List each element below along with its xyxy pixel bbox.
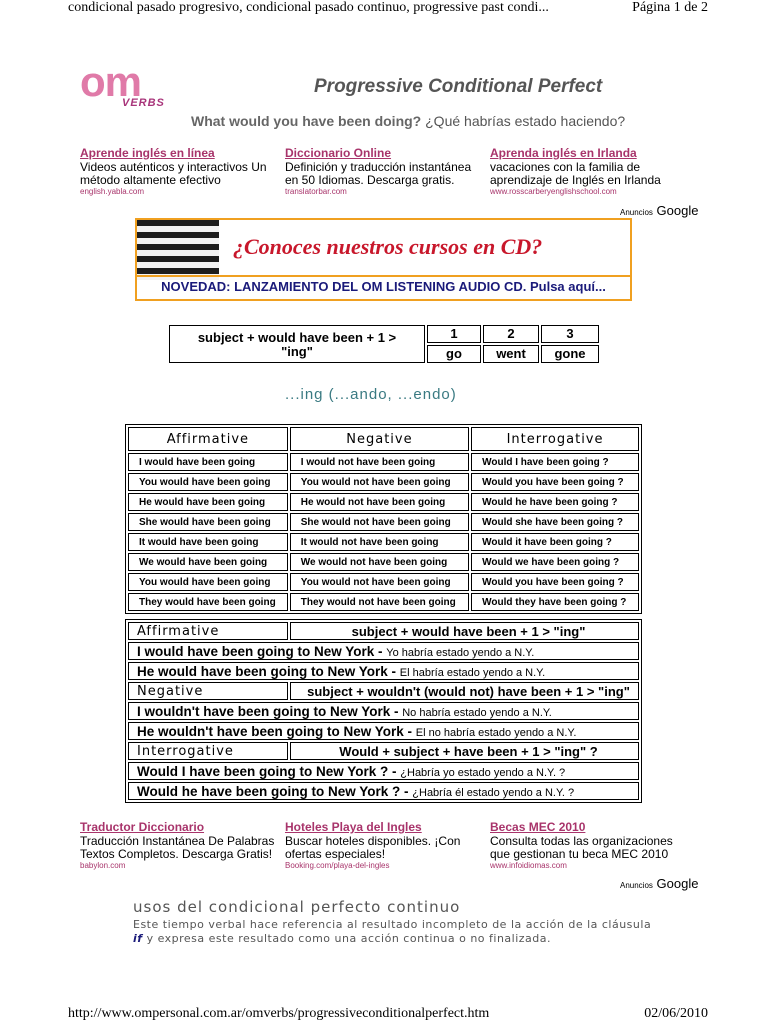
ad-text: Traducción Instantánea De Palabras Textos Completos. Descarga Gratis! (80, 834, 275, 861)
examples-section-header (128, 742, 639, 760)
ad-url[interactable]: babylon.com (80, 861, 126, 870)
usos-text-before: Este tiempo verbal hace referencia al resultado incompleto de la acción de la cláusula (133, 918, 652, 931)
example-sentence: He wouldn't have been going to New York - El no habría estado yendo a N.Y. (128, 722, 639, 740)
interrogative-cell: Would you have been going ? (471, 473, 639, 491)
section-label-interrogative: Interrogative (128, 742, 288, 760)
print-header-title: condicional pasado progresivo, condicional pasado continuo, progressive past condi... (68, 0, 549, 15)
formula-table (169, 325, 599, 363)
subtitle-spanish: ¿Qué habrías estado haciendo? (425, 113, 626, 129)
ad-url[interactable]: www.rosscarberyenglishschool.com (490, 187, 617, 196)
print-footer (68, 1006, 708, 1022)
table-row (128, 553, 639, 571)
table-row (128, 533, 639, 551)
affirmative-cell: They would have been going (128, 593, 288, 611)
verb-form-cell: went (483, 345, 539, 363)
negative-cell: We would not have been going (290, 553, 469, 571)
example-row (128, 782, 639, 800)
ad-block[interactable] (80, 147, 276, 197)
section-formula: subject + would have been + 1 > "ing" (290, 622, 639, 640)
negative-cell: You would not have been going (290, 573, 469, 591)
table-row (128, 513, 639, 531)
ad-block[interactable] (80, 821, 276, 871)
ad-text: Definición y traducción instantánea en 50 Idiomas. Descarga gratis. (285, 160, 472, 187)
google-brand: Google (656, 203, 699, 218)
ad-title-link[interactable]: Hoteles Playa del Ingles (285, 820, 422, 834)
formula-cell: subject + would have been + 1 > "ing" (169, 325, 425, 363)
ads-prefix: Anuncios (620, 881, 653, 890)
example-row (128, 722, 639, 740)
ad-text: Buscar hoteles disponibles. ¡Con ofertas especiales! (285, 834, 461, 861)
example-row (128, 702, 639, 720)
example-spanish: El habría estado yendo a N.Y. (399, 666, 546, 679)
interrogative-header: Interrogative (471, 427, 639, 451)
ads-prefix: Anuncios (620, 208, 653, 217)
ad-url[interactable]: www.infoidiomas.com (490, 861, 567, 870)
example-english: He wouldn't have been going to New York (137, 723, 404, 739)
ad-title-link[interactable]: Aprenda inglés en Irlanda (490, 146, 637, 160)
print-footer-date: 02/06/2010 (644, 1006, 708, 1021)
banner-headline: ¿Conoces nuestros cursos en CD? (233, 234, 543, 259)
example-spanish: Yo habría estado yendo a N.Y. (386, 646, 535, 659)
affirmative-header: Affirmative (128, 427, 288, 451)
section-formula: Would + subject + have been + 1 > "ing" ? (290, 742, 639, 760)
example-english: I wouldn't have been going to New York (137, 703, 391, 719)
interrogative-cell: Would it have been going ? (471, 533, 639, 551)
cd-stack-image (137, 220, 219, 280)
negative-cell: You would not have been going (290, 473, 469, 491)
google-brand: Google (656, 876, 699, 891)
ad-text: vacaciones con la familia de aprendizaje de Inglés en Irlanda (490, 160, 661, 187)
table-row (128, 573, 639, 591)
affirmative-cell: I would have been going (128, 453, 288, 471)
examples-section-header (128, 622, 639, 640)
verb-form-cell: gone (541, 345, 599, 363)
section-label-negative: Negative (128, 682, 288, 700)
interrogative-cell: Would we have been going ? (471, 553, 639, 571)
example-spanish: El no habría estado yendo a N.Y. (415, 726, 577, 739)
ad-block[interactable] (285, 147, 481, 197)
usos-paragraph (133, 918, 653, 946)
example-english: I would have been going to New York (137, 643, 375, 659)
usos-heading: usos del condicional perfecto continuo (133, 898, 461, 916)
conjugation-table (125, 424, 642, 614)
table-row (128, 493, 639, 511)
example-sentence: I wouldn't have been going to New York - No habría estado yendo a N.Y. (128, 702, 639, 720)
interrogative-cell: Would I have been going ? (471, 453, 639, 471)
ad-url[interactable]: Booking.com/playa-del-ingles (285, 861, 390, 870)
affirmative-cell: We would have been going (128, 553, 288, 571)
google-ads-label[interactable] (620, 876, 698, 891)
print-footer-url[interactable]: http://www.ompersonal.com.ar/omverbs/progressiveconditionalperfect.htm (68, 1006, 490, 1021)
affirmative-cell: He would have been going (128, 493, 288, 511)
ad-block[interactable] (490, 147, 686, 197)
ad-text: Videos auténticos y interactivos Un método altamente efectivo (80, 160, 267, 187)
table-row (128, 593, 639, 611)
affirmative-cell: She would have been going (128, 513, 288, 531)
print-header-page: Página 1 de 2 (632, 0, 708, 15)
example-spanish: ¿Habría él estado yendo a N.Y. ? (412, 786, 575, 799)
negative-cell: They would not have been going (290, 593, 469, 611)
banner-news-link[interactable]: NOVEDAD: LANZAMIENTO DEL OM LISTENING AUDIO CD. Pulsa aquí... (137, 275, 630, 299)
verb-form-header: 1 (427, 325, 481, 343)
verb-form-cell: go (427, 345, 481, 363)
interrogative-cell: Would he have been going ? (471, 493, 639, 511)
ad-block[interactable] (490, 821, 686, 871)
conjugation-header-row (128, 427, 639, 451)
section-formula: subject + wouldn't (would not) have been + 1 > "ing" (290, 682, 639, 700)
usos-keyword: if (133, 932, 143, 945)
example-sentence: He would have been going to New York - El habría estado yendo a N.Y. (128, 662, 639, 680)
ad-block[interactable] (285, 821, 481, 871)
example-spanish: No habría estado yendo a N.Y. (402, 706, 552, 719)
negative-header: Negative (290, 427, 469, 451)
subtitle-english: What would you have been doing? (191, 113, 422, 129)
ing-endings-label: ...ing (...ando, ...endo) (285, 386, 457, 403)
verb-form-header: 2 (483, 325, 539, 343)
example-sentence: I would have been going to New York - Yo habría estado yendo a N.Y. (128, 642, 639, 660)
negative-cell: She would not have been going (290, 513, 469, 531)
example-row (128, 762, 639, 780)
logo-om-text: om (80, 58, 141, 105)
ad-title-link[interactable]: Diccionario Online (285, 146, 392, 160)
negative-cell: It would not have been going (290, 533, 469, 551)
example-sentence: Would I have been going to New York ? - ¿Habría yo estado yendo a N.Y. ? (128, 762, 639, 780)
negative-cell: He would not have been going (290, 493, 469, 511)
interrogative-cell: Would you have been going ? (471, 573, 639, 591)
page-title: Progressive Conditional Perfect (314, 76, 603, 97)
om-verbs-logo[interactable] (80, 58, 170, 110)
ad-url[interactable]: english.yabla.com (80, 187, 145, 196)
example-row (128, 642, 639, 660)
examples-table (125, 619, 642, 803)
examples-section-header (128, 682, 639, 700)
negative-cell: I would not have been going (290, 453, 469, 471)
page-subtitle (191, 113, 625, 129)
cd-courses-banner[interactable] (135, 218, 632, 301)
section-label-affirmative: Affirmative (128, 622, 288, 640)
example-english: Would I have been going to New York ? (137, 763, 389, 779)
ad-title-link[interactable]: Traductor Diccionario (80, 820, 205, 834)
table-row (128, 473, 639, 491)
affirmative-cell: You would have been going (128, 573, 288, 591)
logo-verbs-text: VERBS (122, 97, 165, 109)
example-english: Would he have been going to New York ? (137, 783, 401, 799)
example-spanish: ¿Habría yo estado yendo a N.Y. ? (400, 766, 566, 779)
ad-url[interactable]: translatorbar.com (285, 187, 347, 196)
interrogative-cell: Would she have been going ? (471, 513, 639, 531)
google-ads-label[interactable] (620, 203, 698, 218)
table-row (128, 453, 639, 471)
ad-text: Consulta todas las organizaciones que gestionan tu beca MEC 2010 (490, 834, 673, 861)
verb-form-header: 3 (541, 325, 599, 343)
affirmative-cell: It would have been going (128, 533, 288, 551)
interrogative-cell: Would they have been going ? (471, 593, 639, 611)
ad-title-link[interactable]: Becas MEC 2010 (490, 820, 586, 834)
usos-text-after: y expresa este resultado como una acción continua o no finalizada. (146, 932, 552, 945)
example-english: He would have been going to New York (137, 663, 388, 679)
example-row (128, 662, 639, 680)
ad-title-link[interactable]: Aprende inglés en línea (80, 146, 215, 160)
example-sentence: Would he have been going to New York ? - ¿Habría él estado yendo a N.Y. ? (128, 782, 639, 800)
print-header (68, 0, 708, 16)
affirmative-cell: You would have been going (128, 473, 288, 491)
